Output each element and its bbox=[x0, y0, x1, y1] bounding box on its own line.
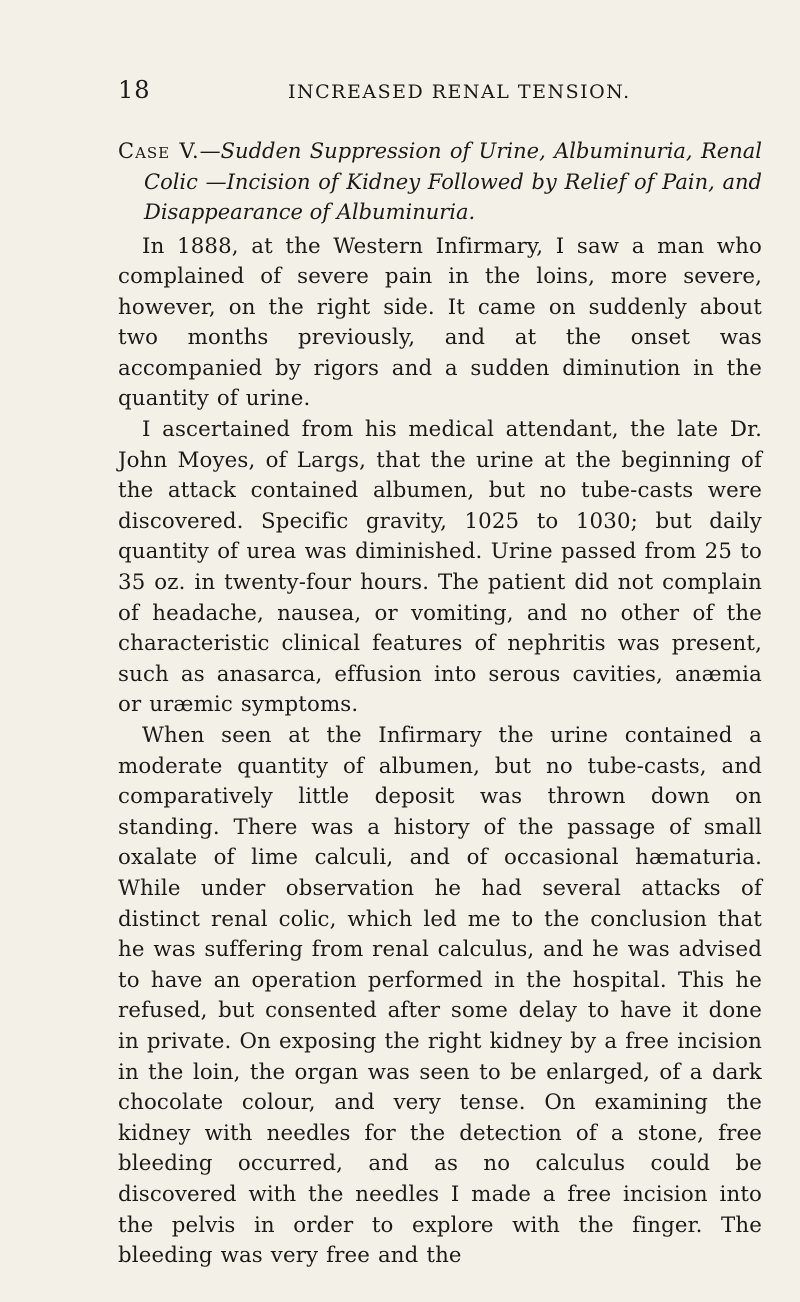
case-heading bbox=[118, 136, 762, 228]
paragraph-3: When seen at the Infirmary the urine contained a moderate quantity of albumen, but no tube-casts, and comparatively little deposit was thrown down on standing. There was a history of the passage of small oxalate of lime calculi, and of occasional hæmaturia. While under observation he had several attacks of distinct renal colic, which led me to the conclusion that he was suffering from renal calculus, and he was advised to have an operation performed in the hospital. This he refused, but consented after some delay to have it done in private. On exposing the right kidney by a free incision in the loin, the organ was seen to be enlarged, of a dark chocolate colour, and very tense. On examining the kidney with needles for the detection of a stone, free bleeding occurred, and as no calculus could be discovered with the needles I made a free incision into the pelvis in order to explore with the finger. The bleeding was very free and the bbox=[118, 723, 762, 1269]
paragraph-1: In 1888, at the Western Infirmary, I saw a man who complained of severe pain in the loins, more severe, however, on the right side. It came on suddenly about two months previously, and at the onset was accompanied by rigors and a sudden diminution in the quantity of urine. bbox=[118, 233, 762, 412]
page-number: 18 bbox=[118, 76, 151, 104]
running-head bbox=[118, 76, 762, 116]
paragraph-2: I ascertained from his medical attendant, the late Dr. John Moyes, of Largs, that the urine at the beginning of the attack contained albumen, but no tube-casts were discovered. Specific gravity, 1025 to 1030; but daily quantity of urea was diminished. Urine passed from 25 to 35 oz. in twenty-four hours. The patient did not complain of headache, nausea, or vomiting, and no other of the characteristic clinical features of nephritis was present, such as anasarca, effusion into serous cavities, anæmia or uræmic symptoms. bbox=[118, 417, 762, 718]
running-title: INCREASED RENAL TENSION. bbox=[288, 81, 631, 103]
case-label: Case V. bbox=[118, 139, 200, 163]
case-title: —Sudden Suppression of Urine, Albuminuria, Renal Colic —Incision of Kidney Followed by Relief of Pain, and Disappearance of Albuminuria. bbox=[144, 139, 762, 224]
